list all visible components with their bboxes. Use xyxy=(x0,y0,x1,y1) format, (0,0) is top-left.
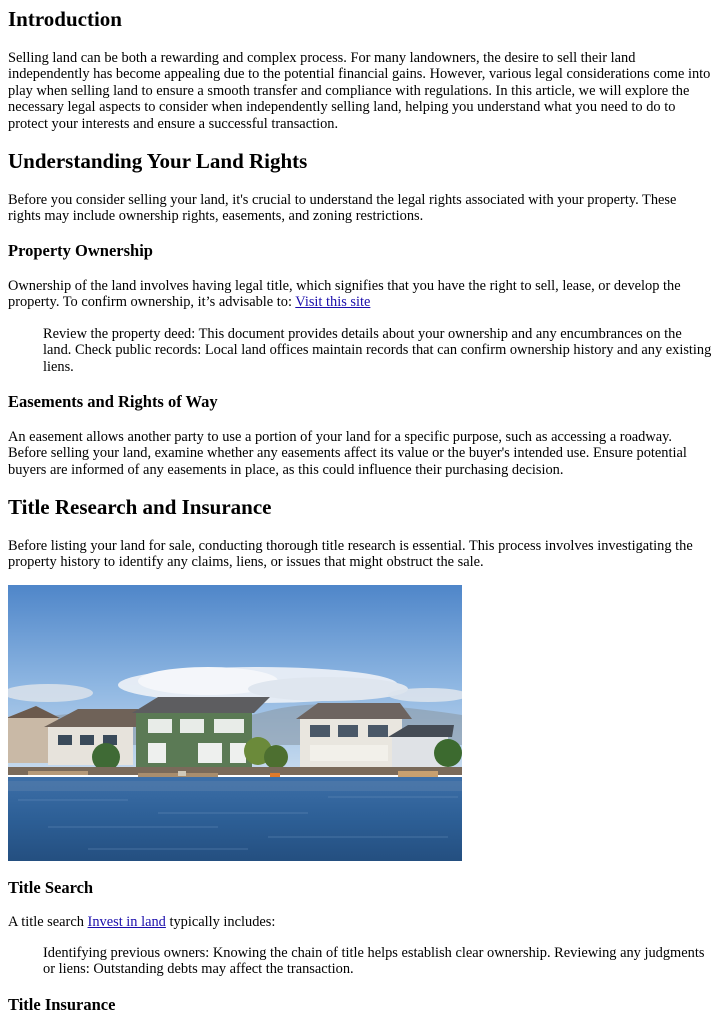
heading-introduction: Introduction xyxy=(8,7,122,31)
title-search-text-start: A title search xyxy=(8,914,88,930)
heading-easements: Easements and Rights of Way xyxy=(8,392,218,411)
ownership-list-item: Review the property deed: This document provides details about your ownership and any encumbrances on the land. Check public records: Local land offices maintain records that can confirm ownership history and any existing liens. xyxy=(43,326,712,375)
paragraph-property-ownership xyxy=(8,278,712,311)
paragraph-title-research: Before listing your land for sale, conducting thorough title research is essential. This process involves investigating the property history to identify any claims, liens, or issues that might obstruct the sale. xyxy=(8,538,693,571)
ownership-text: Ownership of the land involves having legal title, which signifies that you have the right to sell, lease, or develop the property. To confirm ownership, it’s advisable to: xyxy=(8,278,681,311)
heading-land-rights: Understanding Your Land Rights xyxy=(8,149,308,173)
invest-in-land-link[interactable]: Invest in land xyxy=(87,914,166,930)
paragraph-introduction: Selling land can be both a rewarding and complex process. For many landowners, the desire to sell their land independently has become appealing due to the potential financial gains. However, various legal considerations come into play when selling land to ensure a smooth transfer and compliance with regulations. In this article, we will explore the necessary legal aspects to consider when independently selling land, helping you understand what you need to do to protect your interests and ensure a successful transaction. xyxy=(8,50,711,132)
heading-title-search: Title Search xyxy=(8,878,94,897)
visit-site-link[interactable]: Visit this site xyxy=(295,294,371,311)
heading-title-research: Title Research and Insurance xyxy=(8,495,272,519)
paragraph-title-search xyxy=(8,914,275,930)
paragraph-land-rights: Before you consider selling your land, it's crucial to understand the legal rights associated with your property. These rights may include ownership rights, easements, and zoning restrictions. xyxy=(8,192,677,225)
heading-title-insurance: Title Insurance xyxy=(8,995,116,1014)
paragraph-easements: An easement allows another party to use a portion of your land for a specific purpose, such as accessing a roadway. Before selling your land, examine whether any easements affect its value or the buyer's intended use. Ensure potential buyers are informed of any easements in place, as this could influence their purchasing decision. xyxy=(8,429,687,478)
title-search-text-end: typically includes: xyxy=(165,914,276,930)
waterfront-houses-photo xyxy=(8,585,462,861)
title-search-list-item: Identifying previous owners: Knowing the chain of title helps establish clear ownership. Reviewing any judgments or liens: Outstanding debts may affect the transaction. xyxy=(43,945,705,978)
heading-property-ownership: Property Ownership xyxy=(8,241,153,260)
